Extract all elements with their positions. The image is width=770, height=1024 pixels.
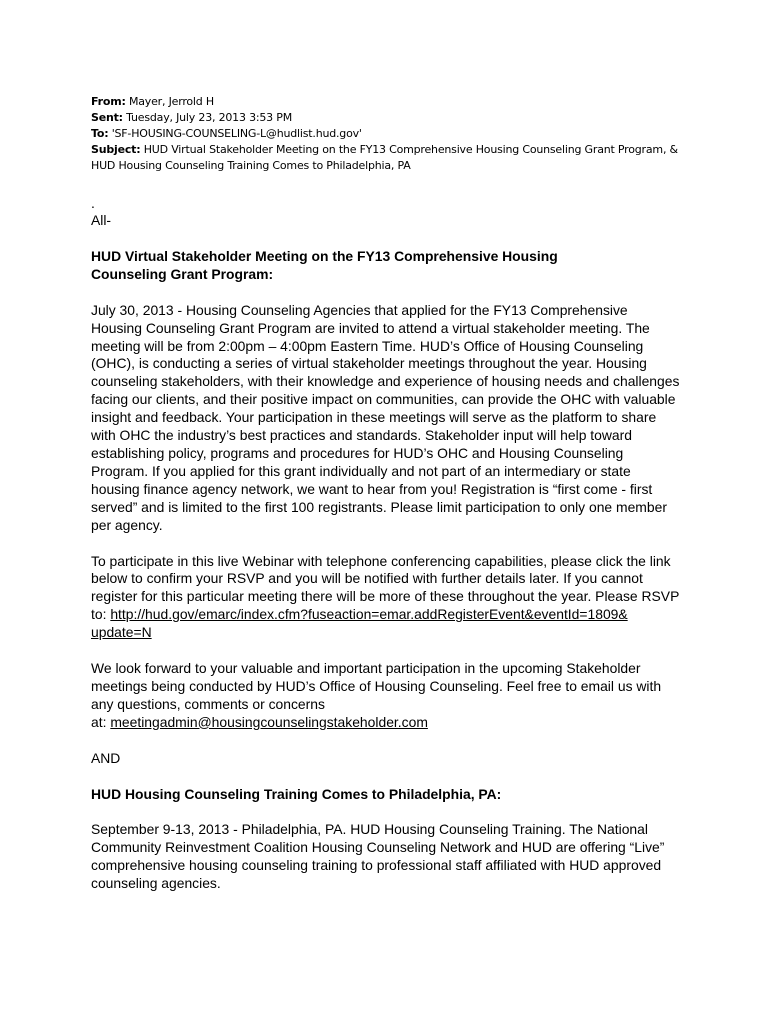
subject-label: Subject: [91, 143, 141, 156]
paragraph-meeting-details: July 30, 2013 - Housing Counseling Agencies that applied for the FY13 Comprehensive Housing Counseling Grant Program are invited to attend a virtual stakeholder meeting. The meeting will be from 2:00pm – 4:00pm Eastern Time. HUD’s Office of Housing Counseling (OHC), is conducting a series of virtual stakeholder meetings throughout the year. Housing counseling stakeholders, with their knowledge and experience of housing needs and challenges facing our clients, and their positive impact on communities, can provide the OHC with valuable insight and feedback. Your participation in these meetings will serve as the platform to share with OHC the industry’s best practices and standards. Stakeholder input will help toward establishing policy, programs and procedures for HUD’s OHC and Housing Counseling Program. If you applied for this grant individually and not part of an intermediary or state housing finance agency network, we want to hear from you! Registration is “first come - first served” and is limited to the first 100 registrants. Please limit participation to only one member per agency. [91, 301, 680, 533]
subject-line [91, 142, 681, 174]
rsvp-link[interactable] [91, 606, 628, 640]
and-separator: AND [91, 749, 121, 766]
to-line [91, 126, 681, 142]
to-label: To: [91, 127, 109, 140]
from-value: Mayer, Jerrold H [128, 95, 214, 108]
heading1-line1: HUD Virtual Stakeholder Meeting on the FY13 Comprehensive Housing [91, 247, 558, 264]
email-document [91, 94, 681, 893]
paragraph-rsvp [91, 553, 681, 643]
from-line [91, 94, 681, 110]
contact-text: We look forward to your valuable and important participation in the upcoming Stakeholder meetings being conducted by HUD’s Office of Housing Counseling. Feel free to email us with any questions, comments or concerns [91, 660, 662, 712]
email-link[interactable]: meetingadmin@housingcounselingstakeholder.com [110, 713, 428, 730]
rsvp-text: To participate in this live Webinar with telephone conferencing capabilities, please click the link below to confirm your RSVP and you will be notified with further details later. If you cannot register for this particular meeting there will be more of these throughout the year. Please RSVP [91, 552, 680, 605]
to-value: 'SF-HOUSING-COUNSELING-L@hudlist.hud.gov' [111, 127, 362, 140]
dot-line: . [91, 195, 95, 211]
paragraph-contact [91, 660, 681, 732]
heading1-line2: Counseling Grant Program: [91, 265, 274, 282]
sent-label: Sent: [91, 111, 123, 124]
heading-philadelphia-training: HUD Housing Counseling Training Comes to Philadelphia, PA: [91, 785, 502, 802]
contact-at: at: [91, 713, 111, 730]
sent-line [91, 110, 681, 126]
rsvp-link-part2: update=N [91, 624, 152, 641]
greeting: All- [91, 212, 112, 228]
subject-value: HUD Virtual Stakeholder Meeting on the FY13 Comprehensive Housing Counseling Grant Program, & HUD Housing Counseling Training Comes to Philadelphia, PA [91, 143, 678, 172]
email-body [91, 195, 681, 893]
paragraph-training-details: September 9-13, 2013 - Philadelphia, PA. HUD Housing Counseling Training. The National Community Reinvestment Coalition Housing Counseling Network and HUD are offering “Live” comprehensive housing counseling training to professional staff affiliated with HUD approved counseling agencies. [91, 821, 665, 892]
rsvp-to: to: [91, 606, 111, 623]
rsvp-link-part1: http://hud.gov/emarc/index.cfm?fuseaction=emar.addRegisterEvent&eventId=1809& [110, 606, 628, 623]
email-header [91, 94, 681, 174]
from-label: From: [91, 95, 126, 108]
sent-value: Tuesday, July 23, 2013 3:53 PM [126, 111, 292, 124]
heading-stakeholder-meeting [91, 248, 681, 284]
